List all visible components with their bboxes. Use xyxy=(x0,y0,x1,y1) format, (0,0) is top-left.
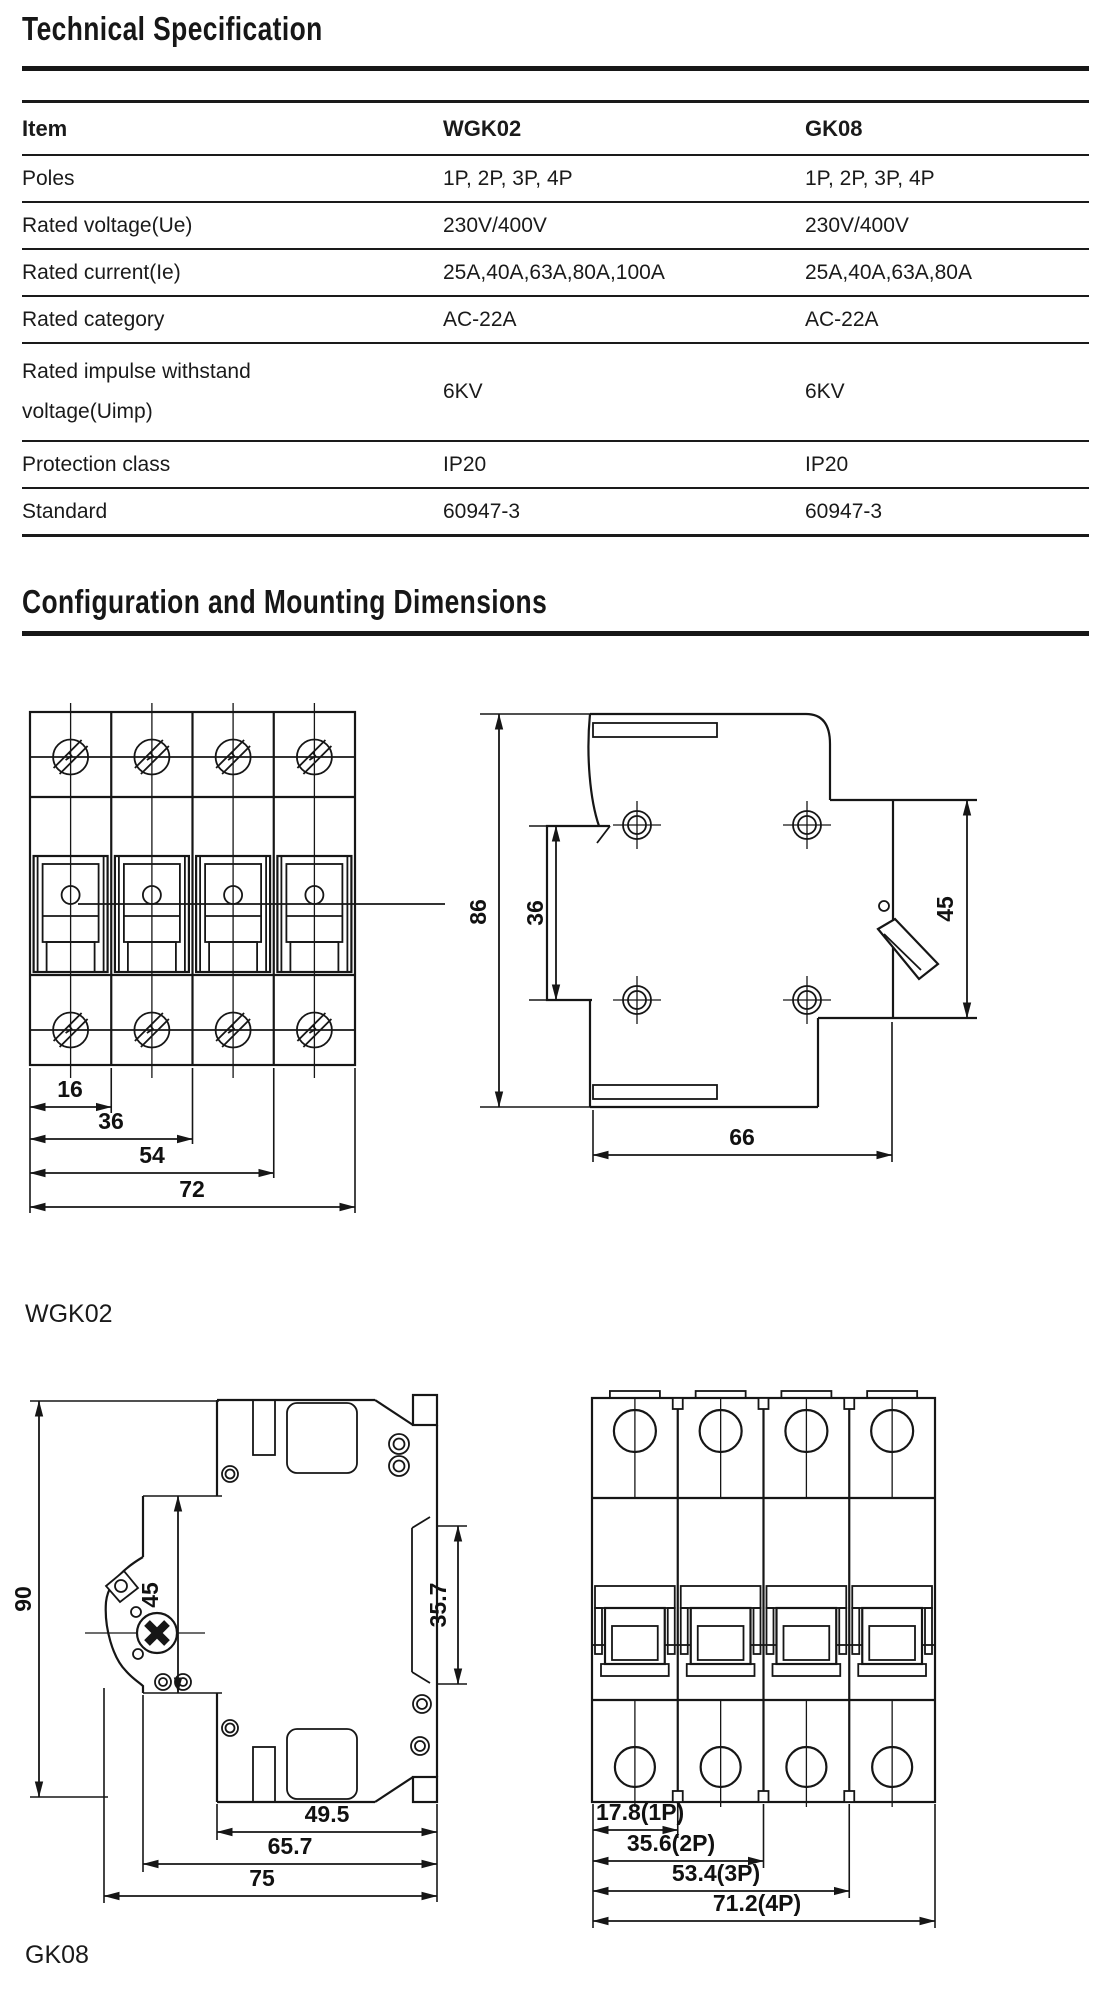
table-row: Poles 1P, 2P, 3P, 4P 1P, 2P, 3P, 4P xyxy=(22,155,1089,202)
dim-label-90: 90 xyxy=(10,1586,36,1612)
dim-label-75: 75 xyxy=(249,1865,275,1891)
gk08-caption: GK08 xyxy=(25,1941,89,1969)
table-header-row xyxy=(22,102,1089,156)
wgk02-side-view-drawing xyxy=(465,680,1010,1175)
dim-label-4p: 71.2(4P) xyxy=(712,1890,802,1916)
dim-label-66: 66 xyxy=(729,1124,755,1150)
gk08-side-view-drawing xyxy=(0,1380,500,1938)
dim-label-3p: 53.4(3P) xyxy=(671,1860,761,1886)
lever-pivot xyxy=(879,901,889,911)
dim-label-2p: 35.6(2P) xyxy=(626,1830,716,1856)
clip-pawl xyxy=(106,1571,138,1602)
table-row: Standard 60947-3 60947-3 xyxy=(22,488,1089,536)
table-row: Rated category AC-22A AC-22A xyxy=(22,296,1089,343)
col-header-gk08: GK08 xyxy=(805,116,863,141)
dim-label-35-7: 35.7 xyxy=(425,1582,451,1628)
col-header-wgk02: WGK02 xyxy=(443,116,522,141)
dim-label-36: 36 xyxy=(98,1108,124,1134)
section-title-mounting-dimensions: Configuration and Mounting Dimensions xyxy=(22,583,548,620)
gk08-front-view-drawing xyxy=(560,1380,990,1938)
wgk02-caption: WGK02 xyxy=(25,1300,113,1328)
dim-label-1p: 17.8(1P) xyxy=(596,1799,685,1825)
wgk02-front-view-drawing xyxy=(0,680,470,1228)
section-rule xyxy=(22,631,1089,636)
dim-label-45: 45 xyxy=(932,896,958,922)
dim-label-49-5: 49.5 xyxy=(304,1801,350,1827)
table-row: Rated voltage(Ue) 230V/400V 230V/400V xyxy=(22,202,1089,249)
dim-label-86: 86 xyxy=(465,899,491,925)
spec-table xyxy=(22,100,1089,537)
section-title-technical-specification: Technical Specification xyxy=(22,10,323,47)
dim-label-45-gk08: 45 xyxy=(137,1582,163,1608)
side-body-outline xyxy=(590,714,830,800)
dim-label-16: 16 xyxy=(57,1076,83,1102)
dim-label-65-7: 65.7 xyxy=(267,1833,313,1859)
table-row: Protection class IP20 IP20 xyxy=(22,441,1089,488)
dim-label-72: 72 xyxy=(179,1176,205,1202)
dim-label-54: 54 xyxy=(139,1142,165,1168)
section-rule xyxy=(22,66,1089,71)
dim-label-36-side: 36 xyxy=(522,900,548,926)
table-row: Rated impulse withstand voltage(Uimp) 6KV 6KV xyxy=(22,343,1089,441)
col-header-item: Item xyxy=(22,116,68,141)
table-row: Rated current(Ie) 25A,40A,63A,80A,100A 25A,40A,63A,80A xyxy=(22,249,1089,296)
toggle-lever xyxy=(878,919,938,979)
